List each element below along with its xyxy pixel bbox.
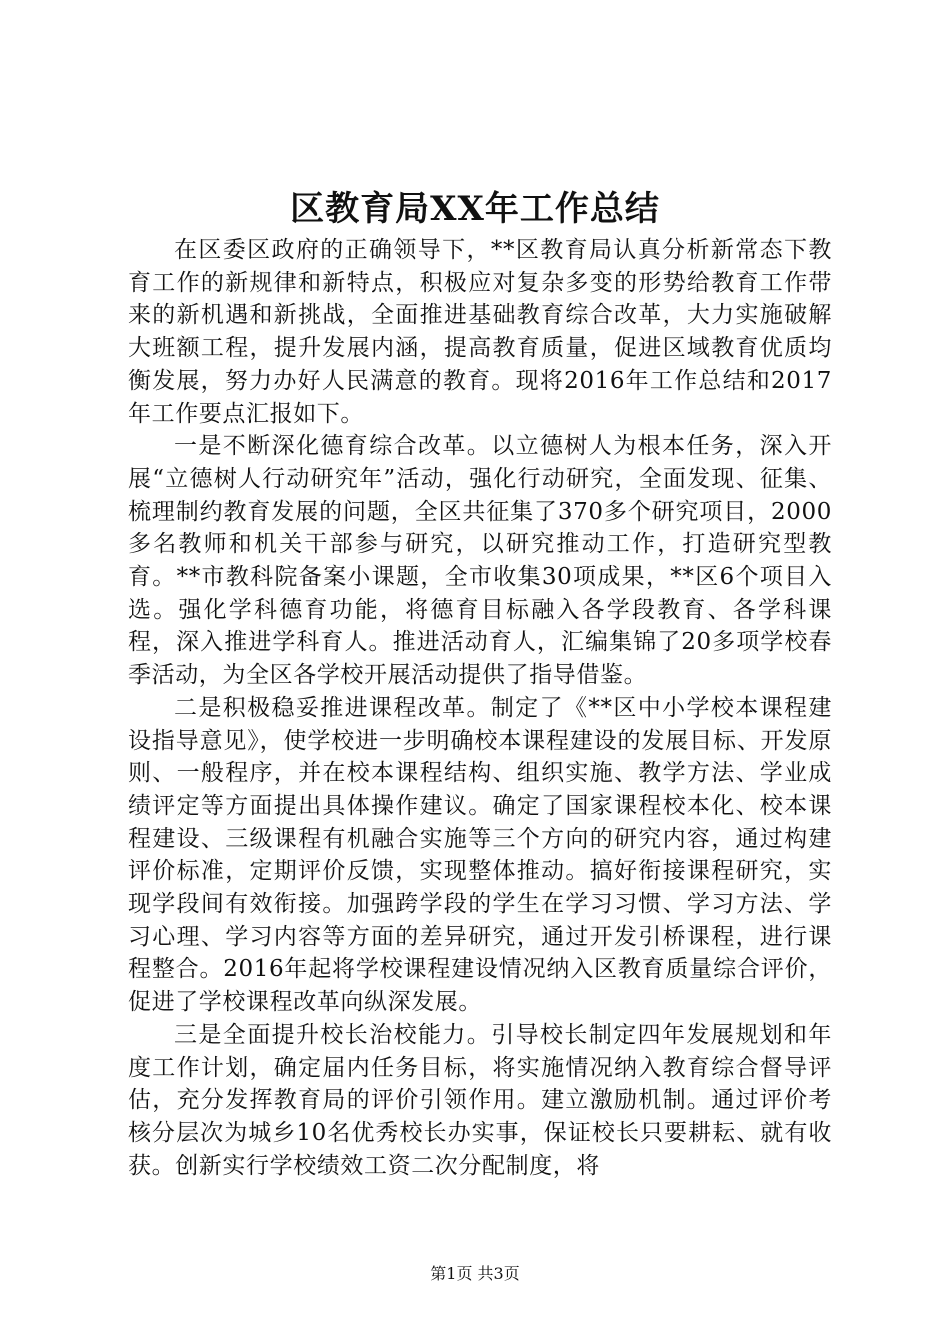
paragraph-curriculum-reform: 二是积极稳妥推进课程改革。制定了《**区中小学校本课程建设指导意见》，使学校进一步明确校本课程建设的发展目标、开发原则、一般程序，并在校本课程结构、组织实施、教学方法、学业成绩评定等方面提出具体操作建议。确定了国家课程校本化、校本课程建设、三级课程有机融合实施等三个方向的研究内容，通过构建评价标准，定期评价反馈，实现整体推动。搞好衔接课程研究，实现学段间有效衔接。加强跨学段的学生在学习习惯、学习方法、学习心理、学习内容等方面的差异研究，通过开发引桥课程，进行课程整合。2016年起将学校课程建设情况纳入区教育质量综合评价，促进了学校课程改革向纵深发展。 xyxy=(128,694,832,1016)
paragraph-moral-education: 一是不断深化德育综合改革。以立德树人为根本任务，深入开展“立德树人行动研究年”活动，强化行动研究，全面发现、征集、梳理制约教育发展的问题，全区共征集了370多个研究项目，2000多名教师和机关干部参与研究，以研究推动工作，打造研究型教育。**市教科院备案小课题，全市收集30项成果，**区6个项目入选。强化学科德育功能，将德育目标融入各学段教育、各学科课程，深入推进学科育人。推进活动育人，汇编集锦了20多项学校春季活动，为全区各学校开展活动提供了指导借鉴。 xyxy=(128,433,832,689)
document-title: 区教育局XX年工作总结 xyxy=(290,189,660,229)
document-body xyxy=(128,234,832,1182)
paragraph-principal-capacity: 三是全面提升校长治校能力。引导校长制定四年发展规划和年度工作计划，确定届内任务目标，将实施情况纳入教育综合督导评估，充分发挥教育局的评价引领作用。建立激励机制。通过评价考核分层次为城乡10名优秀校长办实事，保证校长只要耕耘、就有收获。创新实行学校绩效工资二次分配制度，将 xyxy=(128,1021,832,1179)
page-number-footer: 第1页 共3页 xyxy=(430,1264,520,1283)
paragraph-intro: 在区委区政府的正确领导下，**区教育局认真分析新常态下教育工作的新规律和新特点，积极应对复杂多变的形势给教育工作带来的新机遇和新挑战，全面推进基础教育综合改革，大力实施破解大班额工程，提升发展内涵，提高教育质量，促进区域教育优质均衡发展，努力办好人民满意的教育。现将2016年工作总结和2017年工作要点汇报如下。 xyxy=(128,237,832,427)
